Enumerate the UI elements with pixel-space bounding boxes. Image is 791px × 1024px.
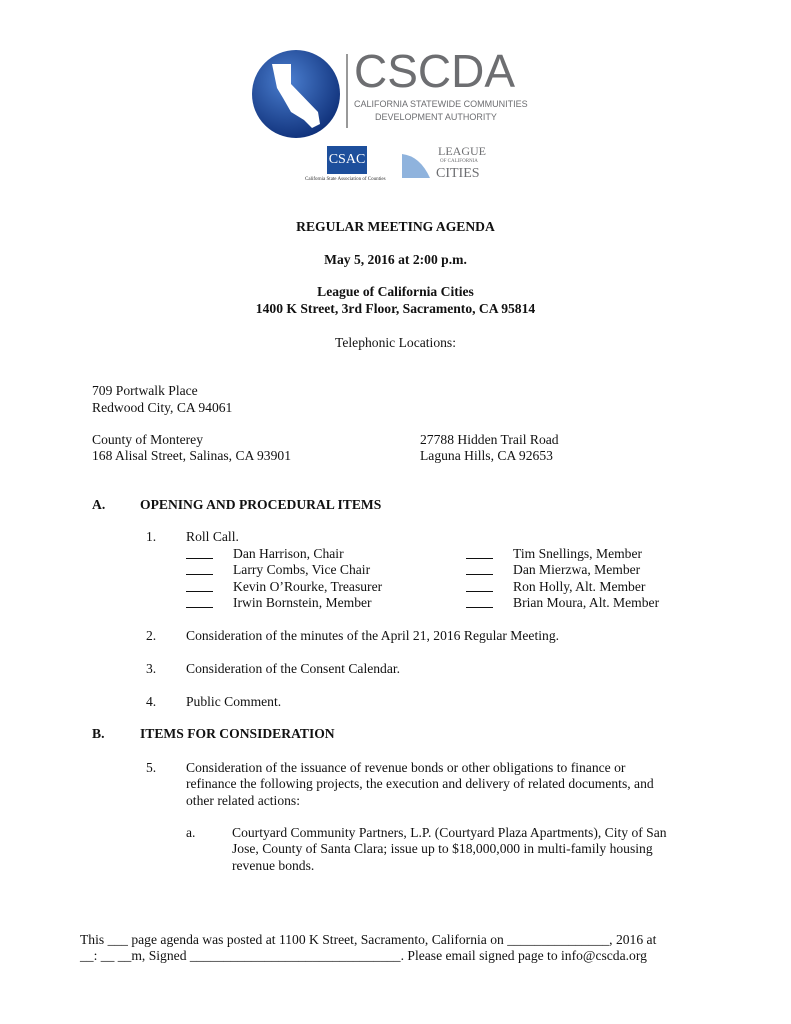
member-name: Dan Harrison, Chair <box>233 546 344 561</box>
meeting-date: May 5, 2016 at 2:00 p.m. <box>324 252 467 267</box>
logo-divider <box>346 54 348 128</box>
roll-call-label: Roll Call. <box>186 529 239 544</box>
member-name: Tim Snellings, Member <box>513 546 643 561</box>
league-logo-line-3: CITIES <box>436 166 480 181</box>
league-logo-line-2: OF CALIFORNIA <box>440 159 478 164</box>
league-logo-line-1: LEAGUE <box>438 144 486 158</box>
location-1-line-1: 709 Portwalk Place <box>92 383 198 398</box>
member-name: Brian Moura, Alt. Member <box>513 595 660 610</box>
roll-row <box>186 579 382 595</box>
sub-item-text: Courtyard Community Partners, L.P. (Courtyard Plaza Apartments), City of San <box>232 825 667 840</box>
roll-row <box>466 595 659 611</box>
telephonic-label: Telephonic Locations: <box>335 335 456 350</box>
section-a-title: OPENING AND PROCEDURAL ITEMS <box>140 497 382 512</box>
attendance-blank <box>186 579 213 592</box>
agenda-item-text: refinance the following projects, the execution and delivery of related documents, and <box>186 776 654 791</box>
attendance-blank <box>186 562 213 575</box>
roll-row <box>466 562 640 578</box>
roll-row <box>466 579 645 595</box>
attendance-blank <box>466 546 493 559</box>
roll-row <box>186 562 370 578</box>
roll-row <box>466 546 642 562</box>
attendance-blank <box>186 546 213 559</box>
attendance-blank <box>466 562 493 575</box>
section-b-letter: B. <box>92 726 105 741</box>
cscda-logo: CSCDA <box>354 45 516 97</box>
attendance-blank <box>466 595 493 608</box>
item-number: 3. <box>146 661 157 676</box>
roll-row <box>186 595 372 611</box>
league-of-cities-logo <box>402 152 432 180</box>
agenda-title: REGULAR MEETING AGENDA <box>296 219 495 234</box>
location-2-line-1: County of Monterey <box>92 432 204 447</box>
member-name: Irwin Bornstein, Member <box>233 595 372 610</box>
agenda-item-text: Consideration of the minutes of the April 21, 2016 Regular Meeting. <box>186 628 560 643</box>
sub-item-letter: a. <box>186 825 196 840</box>
sub-item-text: Jose, County of Santa Clara; issue up to $18,000,000 in multi-family housing <box>232 841 653 856</box>
attendance-blank <box>186 595 213 608</box>
section-b-title: ITEMS FOR CONSIDERATION <box>140 726 335 741</box>
csac-logo: CSAC <box>327 146 367 174</box>
sub-item-text: revenue bonds. <box>232 858 315 873</box>
attendance-blank <box>466 579 493 592</box>
item-number: 4. <box>146 694 157 709</box>
item-number: 1. <box>146 529 157 544</box>
location-3-line-1: 27788 Hidden Trail Road <box>420 432 559 447</box>
roll-row <box>186 546 344 562</box>
item-number: 5. <box>146 760 157 775</box>
agenda-item-text: Consideration of the issuance of revenue bonds or other obligations to finance or <box>186 760 626 775</box>
agenda-item-text: Consideration of the Consent Calendar. <box>186 661 401 676</box>
section-a-letter: A. <box>92 497 106 512</box>
california-globe-icon <box>250 48 342 140</box>
posting-notice-line-1: This ___ page agenda was posted at 1100 K Street, Sacramento, California on _______________, 2016 at <box>80 932 657 947</box>
item-number: 2. <box>146 628 157 643</box>
agenda-item-text: Public Comment. <box>186 694 282 709</box>
venue: League of California Cities <box>317 284 474 299</box>
csac-caption: California State Association of Counties <box>305 177 386 182</box>
location-2-line-2: 168 Alisal Street, Salinas, CA 93901 <box>92 448 291 463</box>
cscda-logo-subtitle-1: CALIFORNIA STATEWIDE COMMUNITIES <box>354 99 528 109</box>
member-name: Larry Combs, Vice Chair <box>233 562 371 577</box>
location-1-line-2: Redwood City, CA 94061 <box>92 400 233 415</box>
posting-notice-line-2: __: __ __m, Signed _______________________________. Please email signed page to info@cscda.org <box>80 948 647 963</box>
cscda-logo-subtitle-2: DEVELOPMENT AUTHORITY <box>375 112 497 122</box>
location-3-line-2: Laguna Hills, CA 92653 <box>420 448 553 463</box>
venue-address: 1400 K Street, 3rd Floor, Sacramento, CA 95814 <box>255 301 536 316</box>
member-name: Dan Mierzwa, Member <box>513 562 641 577</box>
member-name: Kevin O’Rourke, Treasurer <box>233 579 383 594</box>
member-name: Ron Holly, Alt. Member <box>513 579 646 594</box>
agenda-item-text: other related actions: <box>186 793 300 808</box>
